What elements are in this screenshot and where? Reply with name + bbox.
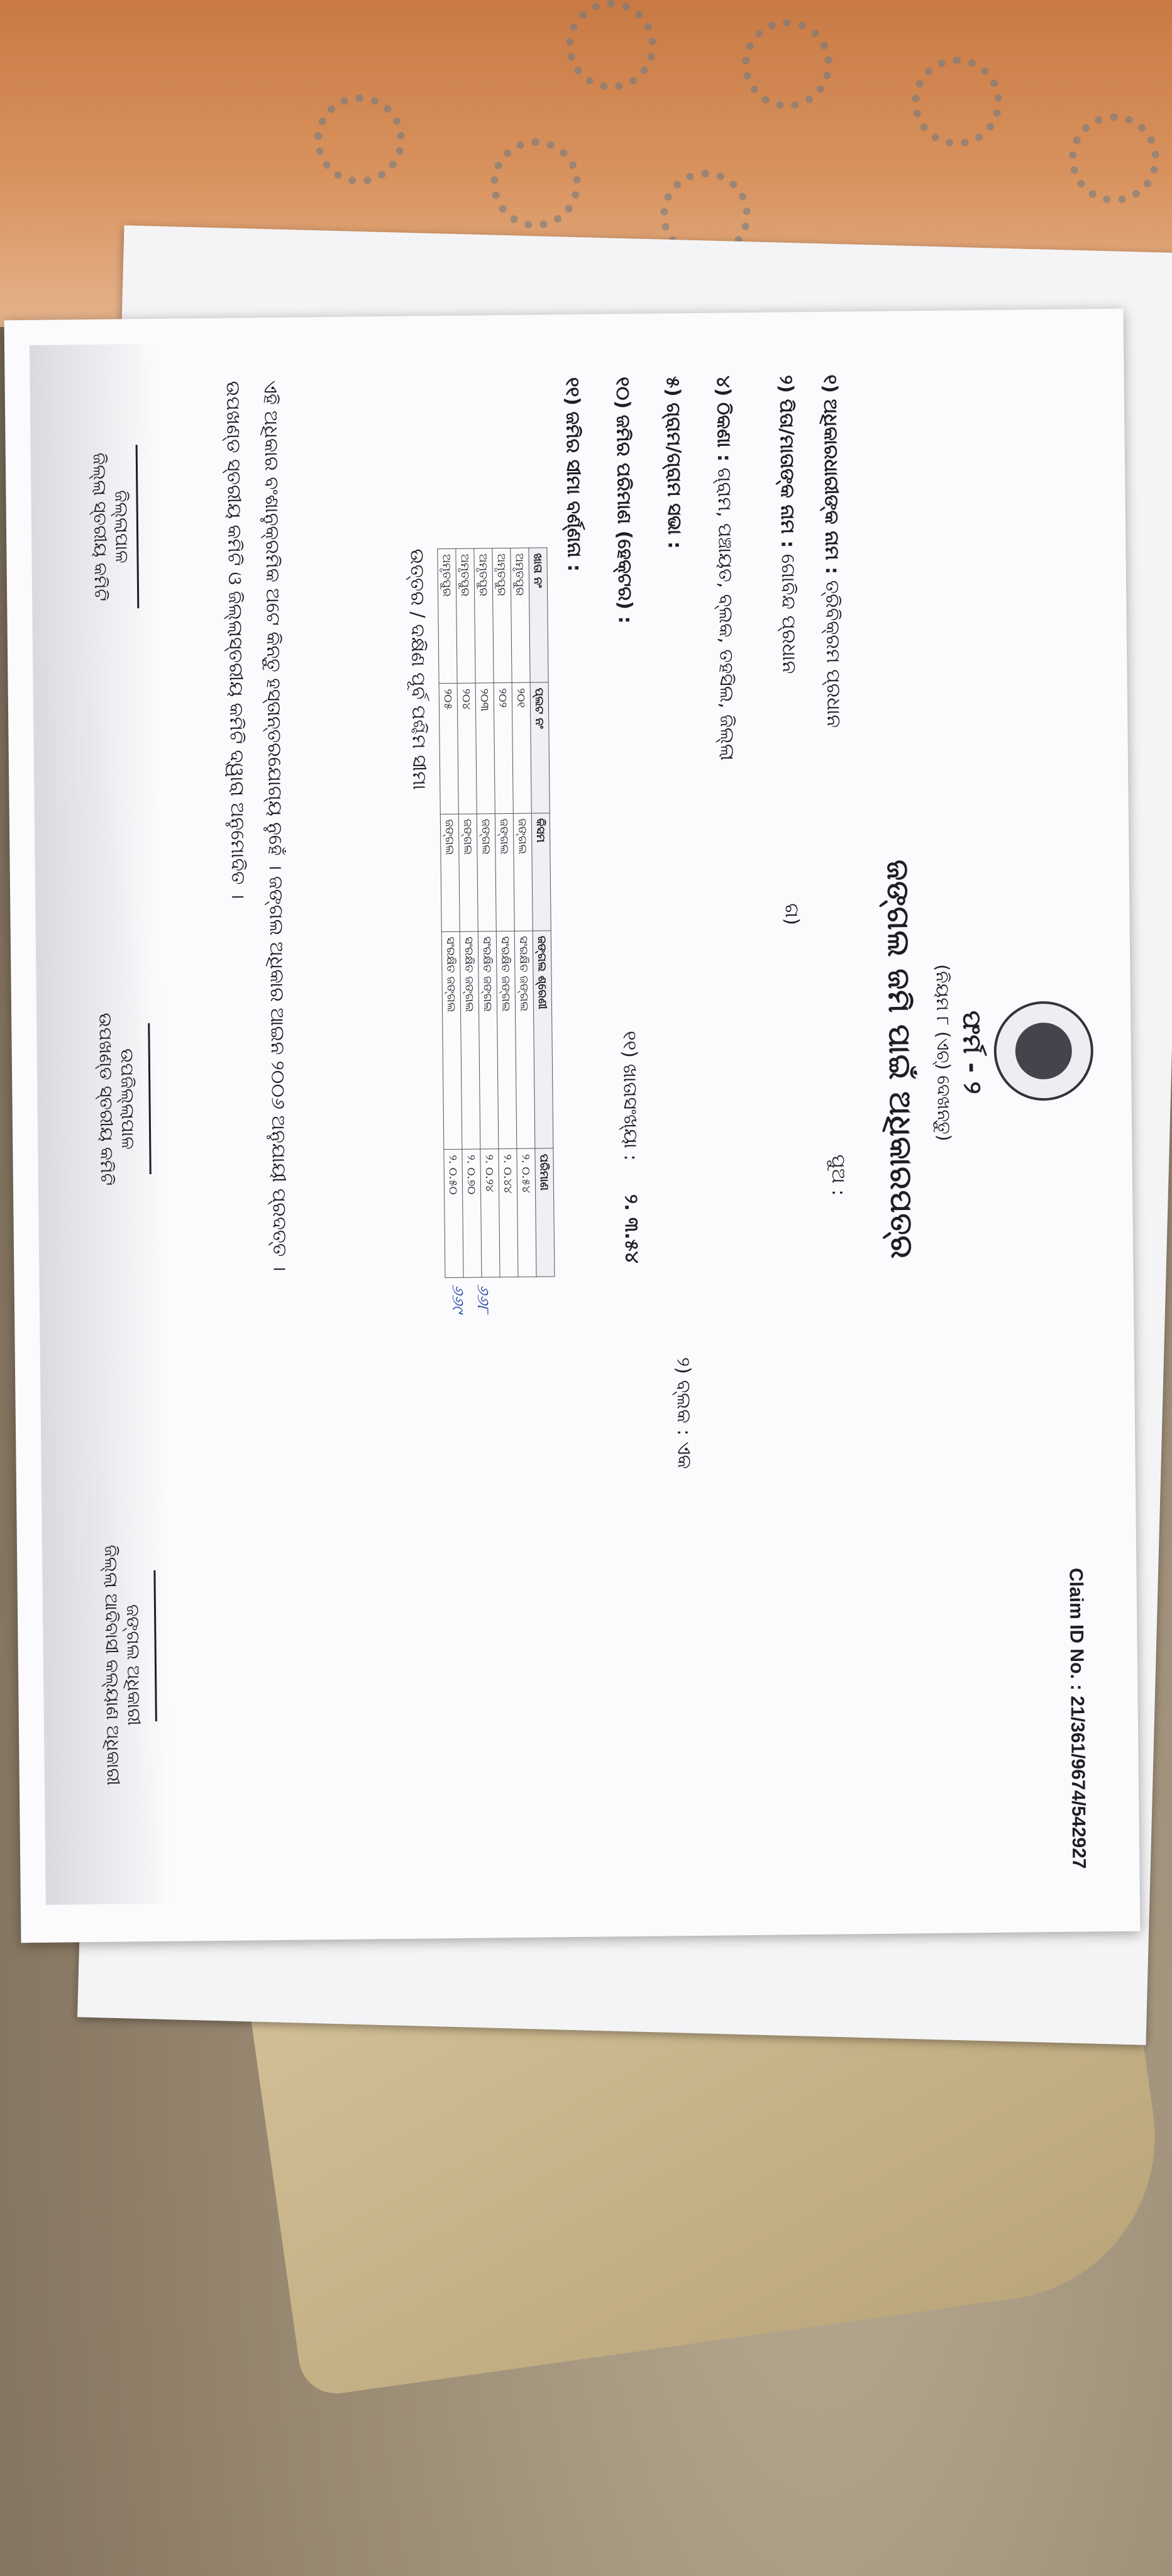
field-label: ଅଧିକାରଧାରୀଙ୍କ ନାମ : (819, 399, 843, 575)
table-cell: ୨. ୦.୫୦ (444, 1150, 463, 1278)
field-block: ୨) ବ୍ଲକ : ଏକ (672, 1357, 695, 1469)
table-cell: ଜଙ୍ଗଲ (477, 813, 496, 931)
field-label: ପିତା/ମାତାଙ୍କ ନାମ : (775, 399, 799, 548)
cloth-pattern (314, 94, 405, 185)
claim-value: 21/361/9674/542927 (1066, 1696, 1090, 1869)
field-boundary (561, 377, 585, 572)
field-label: ଜମିର ପରିମାଣ (ହେକ୍ଟର) : (612, 414, 636, 624)
table-cell: ୨. ୦.୫୪ (517, 1148, 536, 1277)
area-value: ୨. ୩.୫୪ (620, 1194, 643, 1263)
signatory-role: ଉପଖଣ୍ଡ ସ୍ତରୀୟ କମିଟି (95, 1013, 118, 1186)
table-cell: ଅମୃତପୁର (438, 548, 457, 684)
declaration-line: ଉପଖଣ୍ଡ ସ୍ତରୀୟ କମିଟି ଓ ଜିଲ୍ଲାସ୍ତରୀୟ କମିଟି ଦ୍ୱାରା ଅନୁମୋଦିତ । (221, 380, 250, 899)
table-cell: ୨୦୨ (494, 683, 513, 814)
signatory-role: ଜିଲ୍ଲା ସ୍ତରୀୟ କମିଟି (89, 452, 112, 602)
table-cell: ୨୦୩ (475, 683, 495, 814)
field-label: ଗ୍ରାମ/ଗ୍ରାମ ସଭା : (661, 402, 686, 549)
rotated-document (30, 334, 1127, 1905)
table-cell: ୨୦୪ (457, 683, 477, 814)
cloth-pattern (742, 19, 832, 109)
field-holder-name (819, 374, 845, 728)
page-title: ଜଙ୍ଗଲ ଜମି ପାଇଁ ଅଧିକାରପତ୍ର (880, 859, 920, 1260)
field-value: ଗୋବିନ୍ଦ ପ୍ରଧାନ (777, 553, 800, 674)
table-header: ଜଙ୍ଗଲ ଶ୍ରେଣୀ (533, 930, 553, 1148)
field-relation: ପୁଅ : (827, 1154, 850, 1196)
signatory-title: ଉପଜିଲ୍ଲାପାଳ (116, 1048, 139, 1150)
table-cell: ସଂରକ୍ଷିତ ଜଙ୍ଗଲ (441, 931, 462, 1150)
signatory-title: ଜିଲ୍ଲାପାଳ (111, 490, 133, 564)
field-category: ଗ) (780, 903, 803, 926)
field-khata: ୧୧) ଖାତାସଂଖ୍ୟା : (618, 1030, 642, 1161)
table-header: ପ୍ଲଟ ନଂ (530, 682, 550, 813)
table-cell: ଅମୃତପୁର (456, 548, 475, 684)
field-value: ଗ୍ରାମ, ପଞ୍ଚାୟତ, ବ୍ଲକ, ତହସିଲ, ଜିଲ୍ଲା (713, 467, 738, 761)
field-area (612, 377, 636, 624)
field-label: ଜମିର ସୀମା ବର୍ଣ୍ଣନା : (561, 411, 585, 572)
table-cell: ସଂରକ୍ଷିତ ଜଙ୍ଗଲ (460, 931, 480, 1150)
table-cell: ଜଙ୍ଗଲ (458, 814, 478, 931)
table-cell: ୨. ୦.୨୪ (480, 1149, 500, 1277)
table-header: ଖାତା ନଂ (529, 548, 548, 683)
cloth-pattern (490, 138, 581, 229)
field-label: ଠିକଣା : (712, 402, 735, 462)
table-header: କିସମ (531, 813, 551, 930)
field-number: ୫) (661, 376, 684, 397)
claim-id (1059, 1052, 1090, 1869)
field-number: ୧୦) (611, 376, 634, 409)
table-cell: ୨୦୧ (512, 682, 531, 813)
field-address (712, 375, 738, 760)
signature-block (94, 935, 140, 1263)
table-header: ପରିମାଣ (535, 1148, 555, 1277)
claim-label: Claim ID No. : (1065, 1567, 1088, 1691)
boundary-text: ଉତ୍ତର / ଦକ୍ଷିଣ ପୂର୍ବ ପଶ୍ଚିମ ସୀମା (406, 548, 431, 790)
table-cell: ଅମୃତପୁର (492, 548, 512, 683)
land-table (437, 547, 555, 1278)
table-cell: ସଂରକ୍ଷିତ ଜଙ୍ଗଲ (478, 931, 499, 1149)
table-cell: ୨. ୦.୭୦ (462, 1149, 482, 1277)
field-number: ୧) (819, 374, 841, 394)
declaration-line: ଏହି ଅଧିକାର ବଂଶାନୁକ୍ରମିକ ଅଟେ କିନ୍ତୁ ହସ୍ତାନ୍ତରଯୋଗ୍ୟ ନୁହେଁ । ଜଙ୍ଗଲ ଅଧିକାର ଆଇନ ୨୦୦୬ ଅନୁଯାୟୀ ପ୍ରଦତ୍ତ । (259, 380, 291, 1272)
table-cell: ସଂରକ୍ଷିତ ଜଙ୍ଗଲ (514, 931, 535, 1149)
signature-block (99, 1489, 146, 1841)
signature-line (136, 444, 184, 608)
emblem-center (1015, 1023, 1072, 1080)
signature-block (88, 407, 133, 647)
form-title: ଫର୍ମ - ୨ (957, 1010, 987, 1094)
field-parent-name (775, 375, 800, 674)
signatory-role: ଜିଲ୍ଲା ଆଦିବାସୀ କଲ୍ୟାଣ ଅଧିକାରୀ (100, 1545, 124, 1786)
document-sheet (4, 309, 1141, 1943)
table-cell: ସଂରକ୍ଷିତ ଜଙ୍ଗଲ (496, 931, 517, 1149)
field-number: ୪) (712, 375, 734, 397)
table-cell: ଅମୃତପୁର (511, 548, 530, 683)
field-village (662, 376, 686, 549)
signatory-title: ଜଙ୍ଗଲ ଅଧିକାରୀ (122, 1604, 145, 1726)
table-cell: ଅମୃତପୁର (474, 548, 494, 684)
table-cell: ୨. ୦.୪୪ (499, 1149, 518, 1277)
table-cell: ଜଙ୍ଗଲ (440, 814, 460, 931)
form-subtitle: (ନିୟମ ୮ (ଏଚ୍) ଦେଖନ୍ତୁ) (932, 963, 955, 1141)
table-cell: ୨୦୫ (439, 684, 458, 814)
cloth-pattern (566, 0, 656, 91)
handwritten-note: ୬୬୯ (448, 1284, 468, 1313)
field-value: ତ୍ରିବିକ୍ରମ ପ୍ରଧାନ (821, 580, 845, 728)
cloth-pattern (912, 57, 1002, 147)
table-cell: ଜଙ୍ଗଲ (513, 813, 533, 931)
signature-line (153, 1570, 201, 1721)
field-number: ୧୧) (561, 377, 584, 406)
cloth-pattern (1069, 113, 1159, 204)
signature-line (148, 1023, 196, 1174)
handwritten-note: ୬୬୮ (473, 1284, 493, 1313)
table-cell: ଜଙ୍ଗଲ (495, 813, 514, 931)
field-number: ୨) (775, 375, 797, 394)
